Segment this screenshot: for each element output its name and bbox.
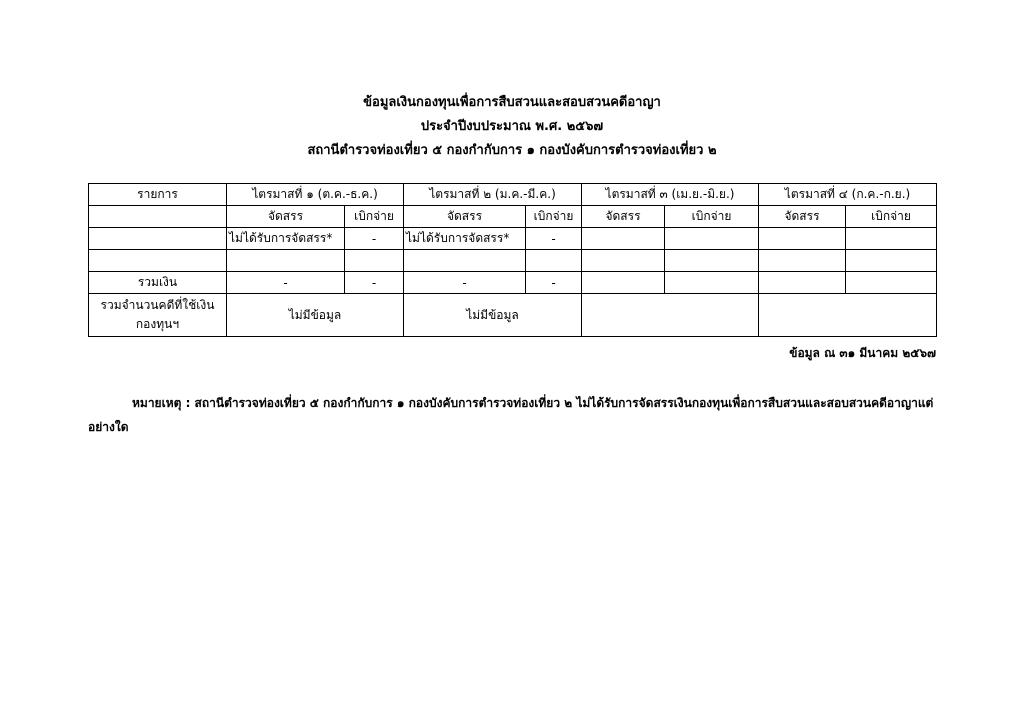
table-cell [665, 228, 759, 250]
empty-cell [404, 250, 526, 272]
table-row [89, 250, 937, 272]
quarter-2-header: ไตรมาสที่ ๒ (ม.ค.-มี.ค.) [404, 184, 582, 206]
table-cell: - [345, 228, 404, 250]
title-line-1: ข้อมูลเงินกองทุนเพื่อการสืบสวนและสอบสวนคดีอาญา [363, 95, 661, 110]
empty-cell [846, 250, 937, 272]
quarter-3-header: ไตรมาสที่ ๓ (เม.ย.-มิ.ย.) [582, 184, 759, 206]
table-cell: - [404, 272, 526, 294]
empty-cell [89, 250, 227, 272]
table-cell: - [345, 272, 404, 294]
quarter-1-header: ไตรมาสที่ ๑ (ต.ค.-ธ.ค.) [227, 184, 404, 206]
total-label: รวมเงิน [89, 272, 227, 294]
q1-alloc-header: จัดสรร [227, 206, 345, 228]
empty-cell [89, 206, 227, 228]
q3-alloc-header: จัดสรร [582, 206, 665, 228]
table-cell [582, 294, 759, 337]
fund-table [88, 183, 937, 337]
empty-cell [526, 250, 582, 272]
table-row [89, 294, 937, 337]
table-cell [846, 228, 937, 250]
q2-alloc-header: จัดสรร [404, 206, 526, 228]
empty-cell [345, 250, 404, 272]
item-header: รายการ [89, 184, 227, 206]
empty-cell [759, 250, 846, 272]
table-row [89, 272, 937, 294]
table-cell [582, 272, 665, 294]
table-cell [759, 272, 846, 294]
empty-cell [665, 250, 759, 272]
q1-disb-header: เบิกจ่าย [345, 206, 404, 228]
table-cell: ไม่มีข้อมูล [404, 294, 582, 337]
quarter-4-header: ไตรมาสที่ ๔ (ก.ค.-ก.ย.) [759, 184, 937, 206]
table-cell: ไม่มีข้อมูล [227, 294, 404, 337]
table-cell: - [526, 272, 582, 294]
table-cell [759, 228, 846, 250]
table-cell [582, 228, 665, 250]
as-of-date: ข้อมูล ณ ๓๑ มีนาคม ๒๕๖๗ [789, 346, 936, 360]
table-cell [759, 294, 937, 337]
empty-cell [227, 250, 345, 272]
empty-cell [89, 228, 227, 250]
q2-disb-header: เบิกจ่าย [526, 206, 582, 228]
table-cell: - [526, 228, 582, 250]
cases-label: รวมจำนวนคดีที่ใช้เงินกองทุนฯ [89, 294, 227, 337]
q4-disb-header: เบิกจ่าย [846, 206, 937, 228]
table-cell [846, 272, 937, 294]
table-row [89, 228, 937, 250]
document-title-block [0, 91, 1024, 163]
title-line-2: ประจำปีงบประมาณ พ.ศ. ๒๕๖๗ [420, 119, 604, 134]
table-cell: ไม่ได้รับการจัดสรร* [404, 228, 526, 250]
q4-alloc-header: จัดสรร [759, 206, 846, 228]
q3-disb-header: เบิกจ่าย [665, 206, 759, 228]
footnote: หมายเหตุ : สถานีตำรวจท่องเที่ยว ๕ กองกำกับการ ๑ กองบังคับการตำรวจท่องเที่ยว ๒ ไม่ได้รับการจัดสรรเงินกองทุนเพื่อการสืบสวนและสอบสวนคดีอาญาแต่อย่างใด [88, 396, 934, 434]
empty-cell [582, 250, 665, 272]
table-cell [665, 272, 759, 294]
table-cell: - [227, 272, 345, 294]
table-cell: ไม่ได้รับการจัดสรร* [227, 228, 345, 250]
title-line-3: สถานีตำรวจท่องเที่ยว ๕ กองกำกับการ ๑ กองบังคับการตำรวจท่องเที่ยว ๒ [307, 143, 717, 158]
